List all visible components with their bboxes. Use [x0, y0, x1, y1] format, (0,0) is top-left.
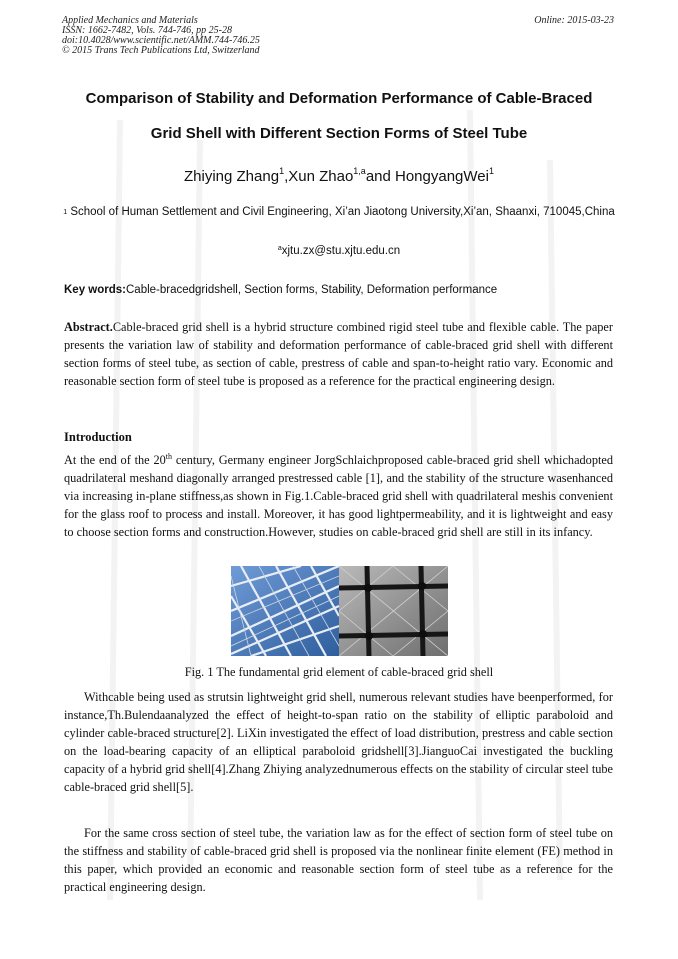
email-address: xjtu.zx@stu.xjtu.edu.cn	[281, 245, 401, 257]
email-line	[40, 245, 638, 257]
author-name: Zhiying Zhang	[184, 168, 280, 185]
keywords	[64, 284, 497, 296]
figure-1-photo-glass-grid	[339, 566, 448, 656]
author-name: and HongyangWei	[365, 168, 489, 185]
keywords-text: Cable-bracedgridshell, Section forms, Stability, Deformation performance	[126, 284, 498, 296]
intro-p1-sup: th	[165, 452, 172, 461]
abstract-text: Cable-braced grid shell is a hybrid structure combined rigid steel tube and flexible cable. The paper presents the variation law of stability and deformation performance of cable-braced grid shell with different section forms of steel tube, as section of cable, prestress of cable and span-to-height ratio vary. Economic and reasonable section form of steel tube is proposed as a reference for the practical engineering design.	[64, 320, 613, 388]
intro-p1-rest: century, Germany engineer JorgSchlaichproposed cable-braced grid shell whichadopted quadrilateral meshand diagonally arranged prestressed cable [1], and the stability of the structure wasenhanced via increasing in-plane stiffness,as shown in Fig.1.Cable-braced grid shell with quadrilateral meshis convenient for the glass roof to process and install. Moreover, it has good lightpermeability, and it is lightweight and easy to choose section forms and construction.However, studies on cable-braced grid shell are still in its infancy.	[64, 453, 614, 539]
email-sup: a	[277, 245, 282, 252]
abstract	[64, 318, 613, 390]
keywords-label: Key words:	[64, 284, 126, 296]
author-list	[40, 168, 638, 185]
figure-1	[231, 566, 448, 656]
author-affil-sup: 1	[488, 166, 494, 176]
journal-info	[62, 16, 260, 56]
affiliation	[60, 204, 618, 221]
section-heading-introduction: Introduction	[64, 430, 132, 444]
author-affil-sup: 1	[279, 166, 285, 176]
figure-1-photo-dome	[231, 566, 339, 656]
paper-title-line2: Grid Shell with Different Section Forms of Steel Tube	[150, 125, 528, 142]
online-date: Online: 2015-03-23	[534, 15, 614, 26]
intro-paragraph-1	[64, 451, 613, 541]
copyright-line: © 2015 Trans Tech Publications Ltd, Switzerland	[62, 45, 260, 56]
author-affil-sup: 1,a	[353, 166, 366, 176]
abstract-label: Abstract.	[64, 320, 113, 334]
author-name: ,Xun Zhao	[284, 168, 354, 185]
issn-line: ISSN: 1662-7482, Vols. 744-746, pp 25-28	[62, 25, 232, 36]
figure-1-caption: Fig. 1 The fundamental grid element of cable-braced grid shell	[184, 665, 494, 679]
affiliation-text: School of Human Settlement and Civil Engineering, Xi’an Jiaotong University,Xi’an, Shaanxi, 710045,China	[67, 206, 615, 218]
intro-p1-start: At the end of the 20	[64, 453, 166, 467]
intro-paragraph-2: Withcable being used as strutsin lightweight grid shell, numerous relevant studies have beenperformed, for instance,Th.Bulendaanalyzed the effect of height-to-span ratio on the stability of elliptic paraboloid and cylinder cable-braced structure[2]. LiXin investigated the effect of load distribution, prestress and cable section on the load-bearing capacity of an elliptical paraboloid gridshell[3].JianguoCai investigated the buckling capacity of a hybrid grid shell[4].Zhang Zhiying analyzednumerous effects on the stability of circular steel tube cable-braced grid shell[5].	[64, 690, 613, 794]
paper-title-line1: Comparison of Stability and Deformation Performance of Cable-Braced	[85, 90, 593, 107]
doi-line: doi:10.4028/www.scientific.net/AMM.744-746.25	[62, 35, 260, 46]
journal-name: Applied Mechanics and Materials	[62, 15, 198, 26]
affiliation-sup: 1	[63, 209, 68, 216]
intro-paragraph-3: For the same cross section of steel tube, the variation law as for the effect of section form of steel tube on the stiffness and stability of cable-braced grid shell is proposed via the nonlinear finite element (FE) method in this paper, which provided an economic and reasonable section form of steel tube as a reference for the practical engineering design.	[64, 826, 613, 894]
